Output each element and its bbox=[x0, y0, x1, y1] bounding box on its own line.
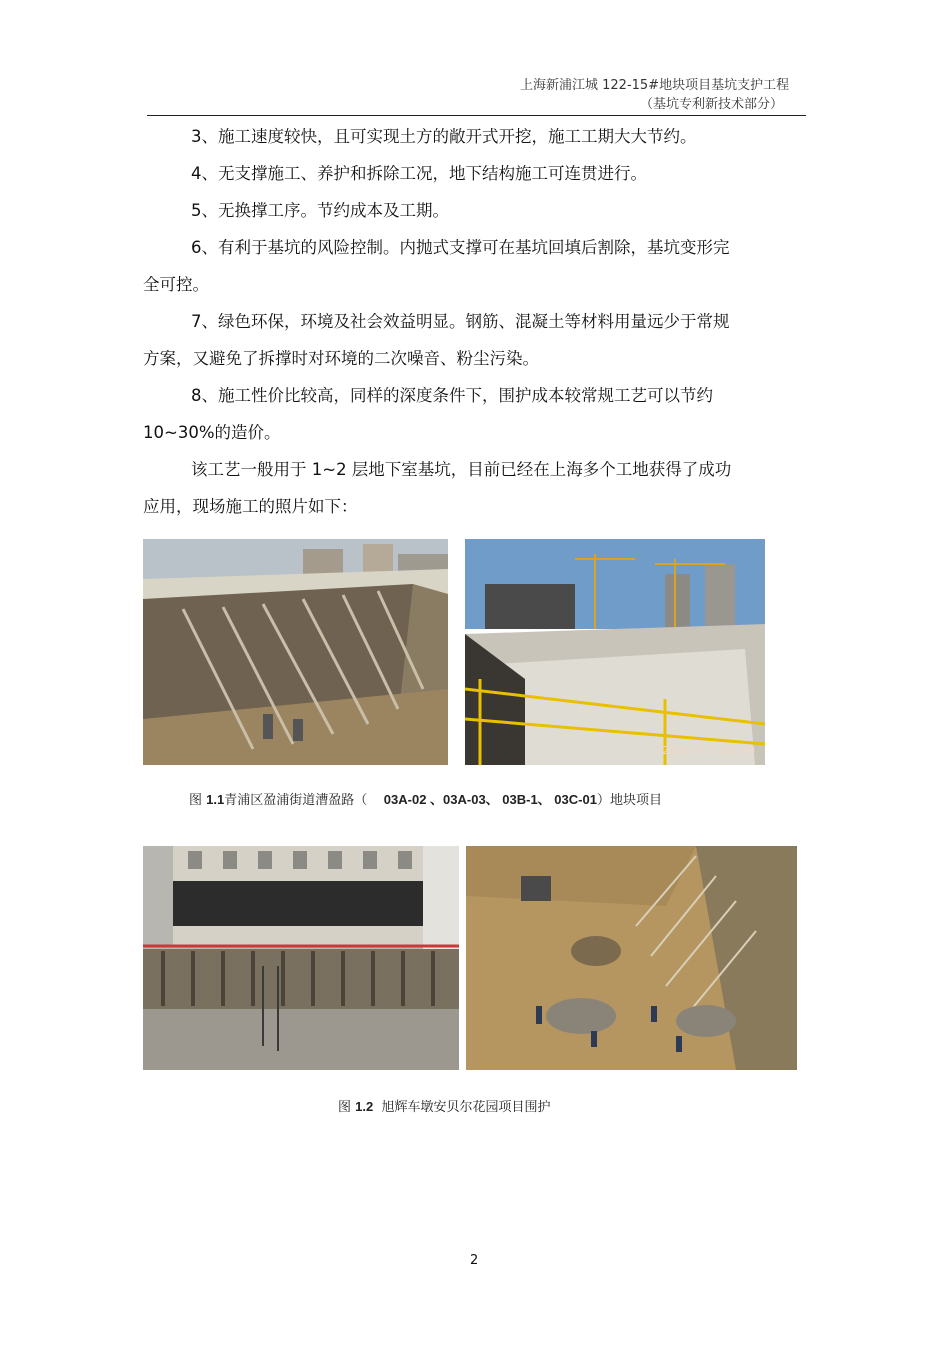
header-divider bbox=[147, 115, 806, 116]
caption-prefix: 图 bbox=[338, 1100, 352, 1115]
photo-building-pit bbox=[143, 846, 459, 1070]
paragraph-6: 6、有利于基坑的风险控制。内抛式支撑可在基坑回填后割除，基坑变形完 bbox=[191, 238, 730, 257]
paragraph-7-cont: 方案，又避免了拆撑时对环境的二次噪音、粉尘污染。 bbox=[143, 349, 539, 368]
header-project-title: 上海新浦江城 122-15#地块项目基坑支护工程 bbox=[520, 78, 790, 93]
caption-number: 1.2 bbox=[355, 1099, 374, 1114]
caption-text: 旭辉车墩安贝尔花园项目围护 bbox=[381, 1100, 551, 1115]
photo-timestamp: 2015-8-3 08:49 bbox=[662, 744, 755, 757]
caption-plot-codes: 03A-02 、03A-03、 03B-1、 03C-01 bbox=[383, 792, 597, 807]
paragraph-usage: 该工艺一般用于 1~2 层地下室基坑，目前已经在上海多个工地获得了成功 bbox=[191, 460, 732, 479]
page-number: 2 bbox=[470, 1253, 479, 1268]
photo-excavation-workers bbox=[466, 846, 797, 1070]
figure-caption-1-1 bbox=[189, 789, 662, 808]
paragraph-7: 7、绿色环保，环境及社会效益明显。钢筋、混凝土等材料用量远少于常规 bbox=[191, 312, 730, 331]
paragraph-4: 4、无支撑施工、养护和拆除工况，地下结构施工可连贯进行。 bbox=[191, 164, 647, 183]
paragraph-8: 8、施工性价比较高，同样的深度条件下，围护成本较常规工艺可以节约 bbox=[191, 386, 713, 405]
paragraph-6-cont: 全可控。 bbox=[143, 275, 209, 294]
header-subtitle: （基坑专利新技术部分） bbox=[640, 97, 784, 112]
paragraph-5: 5、无换撑工序。节约成本及工期。 bbox=[191, 201, 449, 220]
paragraph-3: 3、施工速度较快，且可实现土方的敞开式开挖，施工工期大大节约。 bbox=[191, 127, 697, 146]
caption-text: 青浦区盈浦街道漕盈路（ bbox=[224, 793, 368, 808]
caption-number: 1.1 bbox=[206, 792, 225, 807]
figure-caption-1-2 bbox=[338, 1096, 551, 1115]
photo-excavation-struts bbox=[143, 539, 448, 765]
paragraph-8-cont: 10~30%的造价。 bbox=[143, 423, 281, 442]
paragraph-usage-cont: 应用，现场施工的照片如下： bbox=[143, 497, 358, 516]
body-text bbox=[143, 118, 783, 525]
caption-prefix: 图 bbox=[189, 793, 203, 808]
photo-pit-cranes bbox=[465, 539, 765, 765]
caption-suffix: ）地块项目 bbox=[596, 793, 662, 808]
